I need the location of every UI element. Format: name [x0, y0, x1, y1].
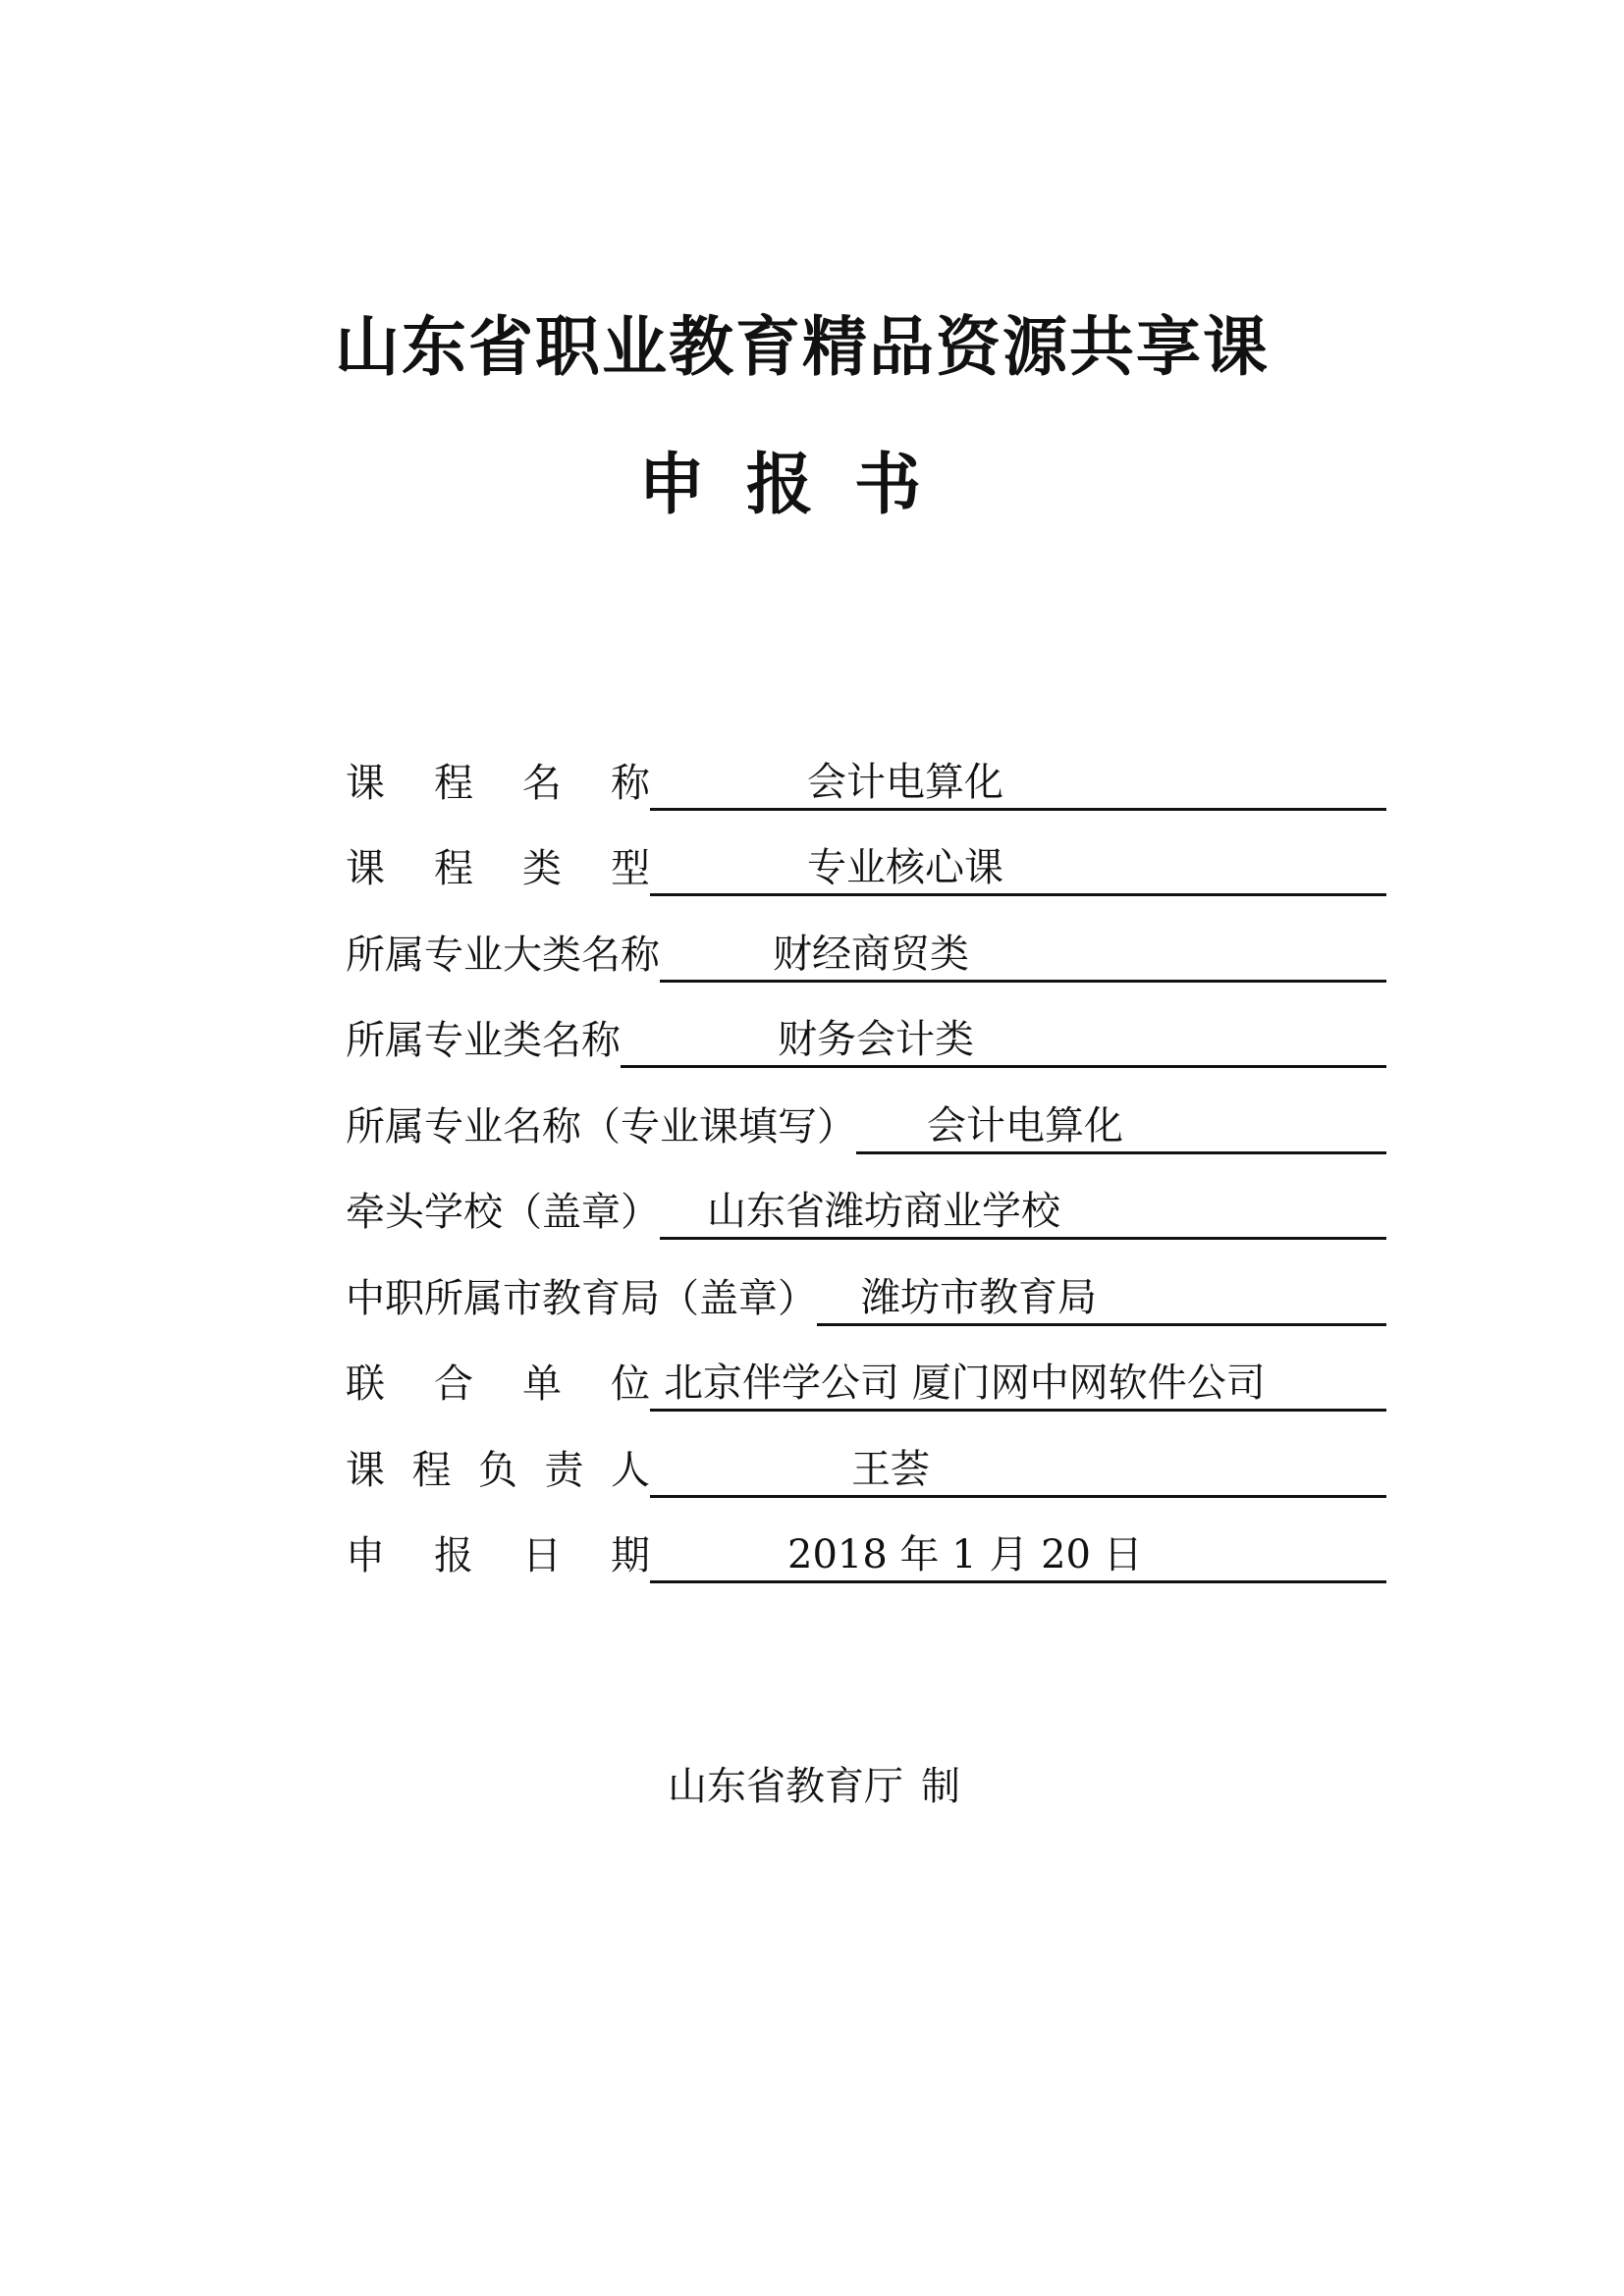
- label-char: 申: [346, 1533, 385, 1578]
- label-char: 型: [611, 846, 650, 891]
- label-char: 位: [611, 1362, 650, 1407]
- field-value-partners: 北京伴学公司 厦门网中网软件公司: [664, 1361, 1266, 1406]
- field-line-major-name: [856, 1100, 1386, 1154]
- field-value-education-bureau: 潍坊市教育局: [861, 1274, 1097, 1320]
- field-label-course-name: [346, 760, 650, 811]
- field-value-course-name: 会计电算化: [807, 759, 1003, 805]
- label-char: 程: [434, 846, 473, 891]
- label-char: 负: [478, 1447, 517, 1493]
- field-label-major-category: 所属专业大类名称: [346, 932, 660, 978]
- label-char: 称: [611, 760, 650, 806]
- field-label-partners: [346, 1364, 650, 1412]
- field-row-course-type: [346, 811, 1386, 897]
- field-value-major-class: 财务会计类: [778, 1017, 974, 1062]
- label-char: 课: [346, 760, 385, 806]
- field-line-course-type: [650, 842, 1386, 896]
- label-char: 程: [411, 1447, 452, 1493]
- label-char: 人: [611, 1447, 650, 1493]
- field-line-major-class: [621, 1014, 1386, 1068]
- label-char: 联: [346, 1362, 385, 1407]
- label-char: 类: [522, 846, 562, 891]
- field-label-education-bureau: 中职所属市教育局（盖章）: [346, 1275, 817, 1321]
- field-value-course-lead: 王荟: [851, 1446, 930, 1492]
- field-row-major-category: [346, 896, 1386, 983]
- field-line-apply-date: [650, 1529, 1386, 1583]
- field-row-course-lead: [346, 1412, 1386, 1498]
- field-label-apply-date: [346, 1533, 650, 1583]
- label-char: 日: [522, 1533, 562, 1578]
- field-line-major-category: [660, 929, 1386, 983]
- field-row-course-name: [346, 724, 1386, 811]
- label-char: 责: [544, 1447, 584, 1493]
- issuer-name: 山东省教育厅: [668, 1764, 903, 1809]
- field-label-major-name: 所属专业名称（专业课填写）: [346, 1103, 856, 1149]
- field-label-lead-school: 牵头学校（盖章）: [346, 1190, 660, 1235]
- label-char: 单: [522, 1362, 562, 1407]
- field-row-education-bureau: [346, 1240, 1386, 1326]
- document-subtitle: 申报书: [637, 446, 962, 524]
- field-value-apply-date: 2018 年 1 月 20 日: [787, 1532, 1143, 1577]
- field-row-lead-school: [346, 1154, 1386, 1241]
- field-value-course-type: 专业核心课: [807, 845, 1003, 890]
- application-fields: [346, 724, 1386, 1583]
- label-char: 程: [434, 760, 473, 806]
- label-char: 报: [434, 1533, 473, 1578]
- field-label-course-lead: [346, 1447, 650, 1498]
- label-char: 合: [434, 1362, 473, 1407]
- document-title: 山东省职业教育精品资源共享课: [335, 308, 1270, 385]
- field-label-major-class: 所属专业类名称: [346, 1018, 621, 1063]
- field-value-major-name: 会计电算化: [927, 1102, 1123, 1148]
- field-value-lead-school: 山东省潍坊商业学校: [707, 1189, 1060, 1234]
- field-line-education-bureau: [817, 1272, 1386, 1326]
- field-line-course-name: [650, 757, 1386, 811]
- field-line-course-lead: [650, 1444, 1386, 1498]
- field-label-course-type: [346, 846, 650, 896]
- label-char: 课: [346, 846, 385, 891]
- label-char: 课: [346, 1447, 385, 1493]
- field-row-major-name: [346, 1068, 1386, 1154]
- issuer-footer: [2, 1755, 1624, 1811]
- field-row-major-class: [346, 983, 1386, 1069]
- field-line-lead-school: [660, 1186, 1386, 1240]
- field-value-major-category: 财经商贸类: [773, 931, 969, 977]
- field-row-apply-date: [346, 1498, 1386, 1584]
- field-line-partners: [650, 1358, 1386, 1412]
- label-char: 期: [611, 1533, 650, 1578]
- label-char: 名: [522, 760, 562, 806]
- issuer-suffix: 制: [921, 1764, 960, 1809]
- field-row-partners: [346, 1326, 1386, 1413]
